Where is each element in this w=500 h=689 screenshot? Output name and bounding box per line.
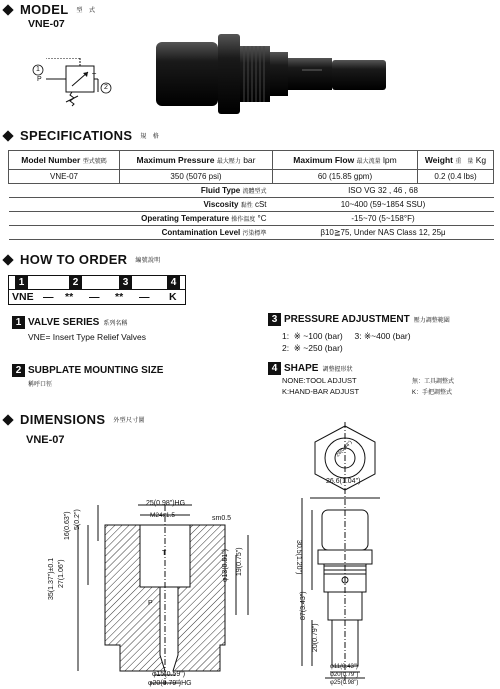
dim-right-b2: φ20(0.79")	[330, 672, 359, 678]
spec-value: 10~400 (59~1854 SSU)	[273, 198, 494, 212]
pressure-option-line-2: 2: ※ ~250 (bar)	[282, 343, 343, 353]
model-heading-zh: 型 式	[76, 8, 96, 14]
dim-right-b3: φ25(0.98")	[330, 680, 359, 686]
pressure-option-line-1: 1: ※ ~100 (bar) 3: ※~400 (bar)	[282, 331, 411, 341]
section-title: SUBPLATE MOUNTING SIZE	[28, 365, 164, 376]
dim-right-v1: 30.5(1.20")	[295, 540, 302, 575]
spec-row-temperature	[9, 212, 494, 226]
section-pressure-adjustment	[268, 313, 450, 326]
dim-right-v3: 20(0.79")	[312, 623, 319, 652]
spec-label: Operating Temperature 操作溫度 °C	[9, 212, 273, 226]
section-number: 3	[268, 313, 281, 326]
dim-hex: 26.6(1.04")	[326, 478, 361, 485]
dimensions-heading-text: DIMENSIONS	[20, 412, 106, 427]
col-max-pressure: Maximum Pressure 最大壓力 bar	[120, 151, 273, 170]
section-title-zh: 調整握形狀	[322, 367, 353, 373]
spec-label: Viscosity 黏性 cSt	[9, 198, 273, 212]
order-box-3: 3	[119, 276, 132, 289]
symbol-circle-1: 1	[36, 66, 40, 73]
spec-value-row	[9, 170, 494, 184]
order-code-dash: —	[43, 291, 54, 303]
shape-option-tool: NONE:TOOL ADJUST	[282, 376, 357, 385]
dim-thread: M24x1.5	[150, 512, 175, 519]
symbol-port-p: P	[37, 76, 42, 83]
section-valve-series	[12, 316, 127, 329]
section-number: 2	[12, 364, 25, 377]
order-code-size: **	[65, 291, 74, 303]
section-number: 1	[12, 316, 25, 329]
order-box-4: 4	[167, 276, 180, 289]
section-title-zh: 壓力調整範圍	[413, 318, 450, 324]
col-max-flow: Maximum Flow 最大流量 lpm	[273, 151, 418, 170]
spec-header-row	[9, 151, 494, 170]
order-box-1: 1	[15, 276, 28, 289]
valve-product-image	[152, 30, 392, 116]
how-to-order-heading-zh: 編號說明	[135, 258, 161, 264]
dim-left-v4: 27(1.06")	[58, 559, 65, 588]
section-subplate-size	[12, 364, 163, 377]
dim-right-r1: φ13(0.51")	[222, 548, 229, 582]
dim-right-b1: φ11(0.43")	[330, 664, 358, 670]
section-title-zh: 系列名稱	[103, 321, 128, 327]
dimensions-heading-zh: 外型尺寸圖	[113, 418, 145, 424]
order-code-pressure: **	[115, 291, 124, 303]
model-heading	[4, 2, 95, 17]
spec-value: β10≧75, Under NAS Class 12, 25μ	[273, 226, 494, 240]
model-name: VNE-07	[28, 18, 65, 30]
shape-option-handbar-zh: K：手把調整式	[412, 390, 453, 396]
spec-value: ISO VG 32 , 46 , 68	[273, 184, 494, 198]
dim-right-r2: 19(0.75")	[236, 547, 243, 576]
section-number: 4	[268, 362, 281, 375]
section-title: PRESSURE ADJUSTMENT	[284, 314, 410, 325]
section-shape	[268, 362, 352, 375]
dim-bottom-2: φ20(0.79")HG	[148, 680, 192, 687]
table-cell: 350 (5076 psi)	[120, 170, 273, 184]
cavity-drawing	[60, 495, 260, 687]
specifications-heading-text: SPECIFICATIONS	[20, 128, 133, 143]
spec-label: Fluid Type 流體型式	[9, 184, 273, 198]
specifications-heading-zh: 規 格	[140, 134, 160, 140]
col-model-number: Model Number 型式號碼	[9, 151, 120, 170]
dim-left-v1: 16(0.63")	[64, 511, 71, 540]
subplate-size-zh: 稱呼口徑	[28, 382, 53, 388]
order-code-box	[8, 275, 186, 305]
order-code-shape: K	[169, 291, 177, 303]
order-box-2: 2	[69, 276, 82, 289]
diamond-bullet-icon	[2, 254, 13, 265]
dim-sm: sm0.5	[212, 515, 232, 522]
section-title: SHAPE	[284, 363, 319, 374]
order-code-dash: —	[139, 291, 150, 303]
dim-right-v2: 87(3.43")	[300, 591, 307, 620]
how-to-order-heading	[4, 252, 161, 267]
spec-value: -15~70 (5~158°F)	[273, 212, 494, 226]
diamond-bullet-icon	[2, 4, 13, 15]
spec-row-viscosity	[9, 198, 494, 212]
cavity-port-p: P	[148, 600, 153, 607]
spec-row-contamination	[9, 226, 494, 240]
specifications-table	[8, 150, 494, 240]
symbol-port-t: T	[92, 73, 97, 80]
section-title: VALVE SERIES	[28, 317, 100, 328]
table-cell: 0.2 (0.4 lbs)	[418, 170, 494, 184]
dim-bottom-1: φ15(0.59")	[152, 671, 186, 678]
order-code-series: VNE	[12, 291, 34, 303]
order-code-dash: —	[89, 291, 100, 303]
dimensions-heading	[4, 412, 145, 427]
dimensions-model: VNE-07	[26, 434, 65, 446]
dim-top-hg: 25(0.98")HG	[146, 500, 186, 507]
shape-option-tool-zh: 無：工具調整式	[412, 379, 455, 385]
dim-left-v2: 5(0.2")	[74, 509, 81, 530]
dim-hex-across: 24(0.94")	[334, 439, 354, 459]
shape-option-handbar: K:HAND-BAR ADJUST	[282, 387, 360, 396]
col-weight: Weight 重 量 Kg	[418, 151, 494, 170]
spec-row-fluid-type	[9, 184, 494, 198]
dim-left-v3: 35(1.37")±0.1	[48, 557, 55, 600]
how-to-order-heading-text: HOW TO ORDER	[20, 252, 128, 267]
diamond-bullet-icon	[2, 130, 13, 141]
valve-outline-drawing	[290, 420, 400, 688]
table-cell: 60 (15.85 gpm)	[273, 170, 418, 184]
symbol-circle-2: 2	[104, 84, 108, 91]
model-heading-text: MODEL	[20, 2, 69, 17]
specifications-heading	[4, 128, 159, 143]
cavity-port-t: T	[162, 550, 167, 557]
diamond-bullet-icon	[2, 414, 13, 425]
table-cell: VNE-07	[9, 170, 120, 184]
valve-series-description: VNE= Insert Type Relief Valves	[28, 332, 147, 342]
spec-label: Contamination Level 污染標準	[9, 226, 273, 240]
